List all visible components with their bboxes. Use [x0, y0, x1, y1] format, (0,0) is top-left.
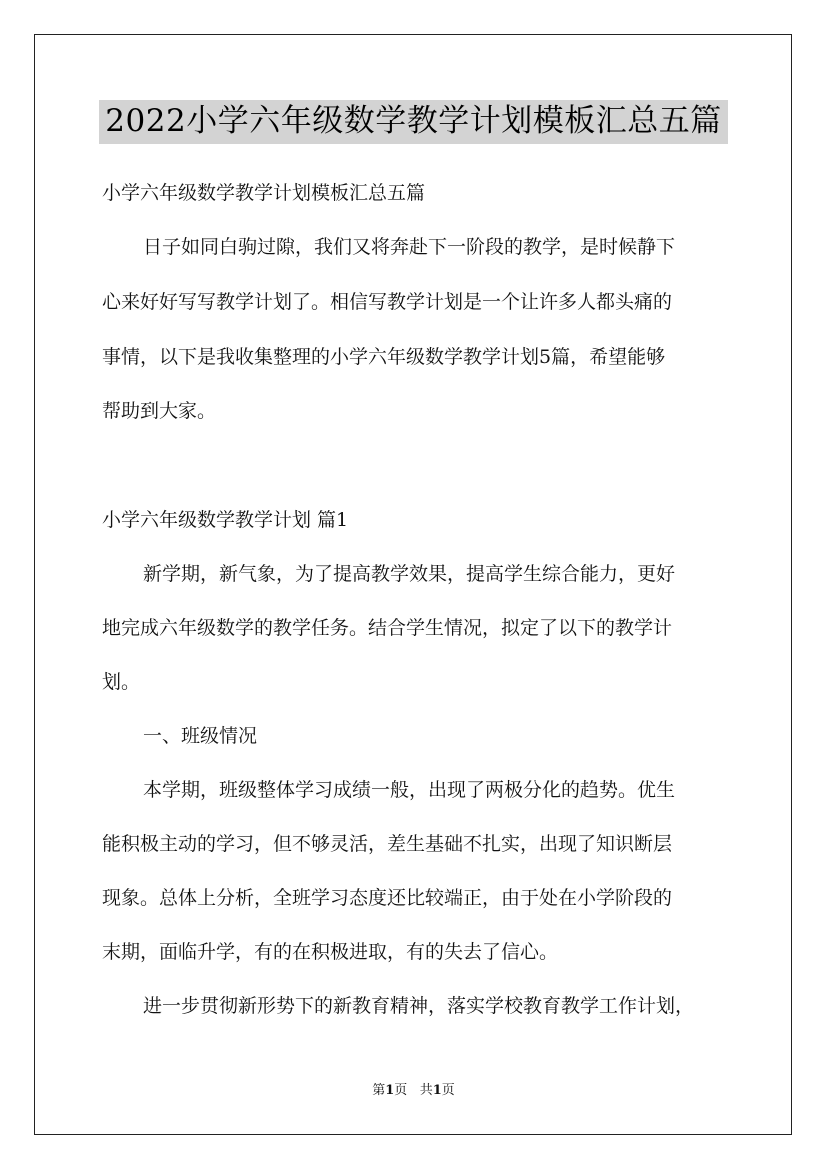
document-subtitle: 小学六年级数学教学计划模板汇总五篇 — [102, 182, 426, 204]
footer-page-number: 1 — [385, 1083, 395, 1098]
paragraph-line: 末期，面临升学，有的在积极进取，有的失去了信心。 — [102, 941, 559, 963]
intro-line-4: 帮助到大家。 — [102, 400, 217, 422]
page-footer — [0, 1083, 827, 1099]
footer-total-prefix: 共 — [419, 1083, 433, 1098]
paragraph-line: 进一步贯彻新形势下的新教育精神，落实学校教育教学工作计划， — [143, 995, 695, 1017]
paragraph-line: 能积极主动的学习，但不够灵活，差生基础不扎实，出现了知识断层 — [102, 833, 673, 855]
document-title: 2022小学六年级数学教学计划模板汇总五篇 — [99, 100, 727, 144]
paragraph-line: 新学期，新气象，为了提高教学效果，提高学生综合能力，更好 — [143, 563, 676, 585]
section-heading: 小学六年级数学教学计划 篇1 — [102, 509, 349, 531]
subheading: 一、班级情况 — [143, 725, 258, 747]
footer-page-suffix: 页 — [394, 1083, 408, 1098]
title-container — [0, 100, 827, 144]
paragraph-line: 地完成六年级数学的教学任务。结合学生情况，拟定了以下的教学计 — [102, 617, 673, 639]
intro-line-2: 心来好好写写教学计划了。相信写教学计划是一个让许多人都头痛的 — [102, 291, 673, 313]
intro-line-3: 事情，以下是我收集整理的小学六年级数学教学计划5篇，希望能够 — [102, 346, 666, 368]
paragraph-line: 本学期，班级整体学习成绩一般，出现了两极分化的趋势。优生 — [143, 779, 676, 801]
footer-total-number: 1 — [432, 1083, 442, 1098]
intro-line-1: 日子如同白驹过隙，我们又将奔赴下一阶段的教学，是时候静下 — [143, 236, 676, 258]
footer-page-prefix: 第 — [372, 1083, 386, 1098]
footer-total-suffix: 页 — [441, 1083, 455, 1098]
paragraph-line: 划。 — [102, 671, 141, 693]
paragraph-line: 现象。总体上分析，全班学习态度还比较端正，由于处在小学阶段的 — [102, 887, 673, 909]
